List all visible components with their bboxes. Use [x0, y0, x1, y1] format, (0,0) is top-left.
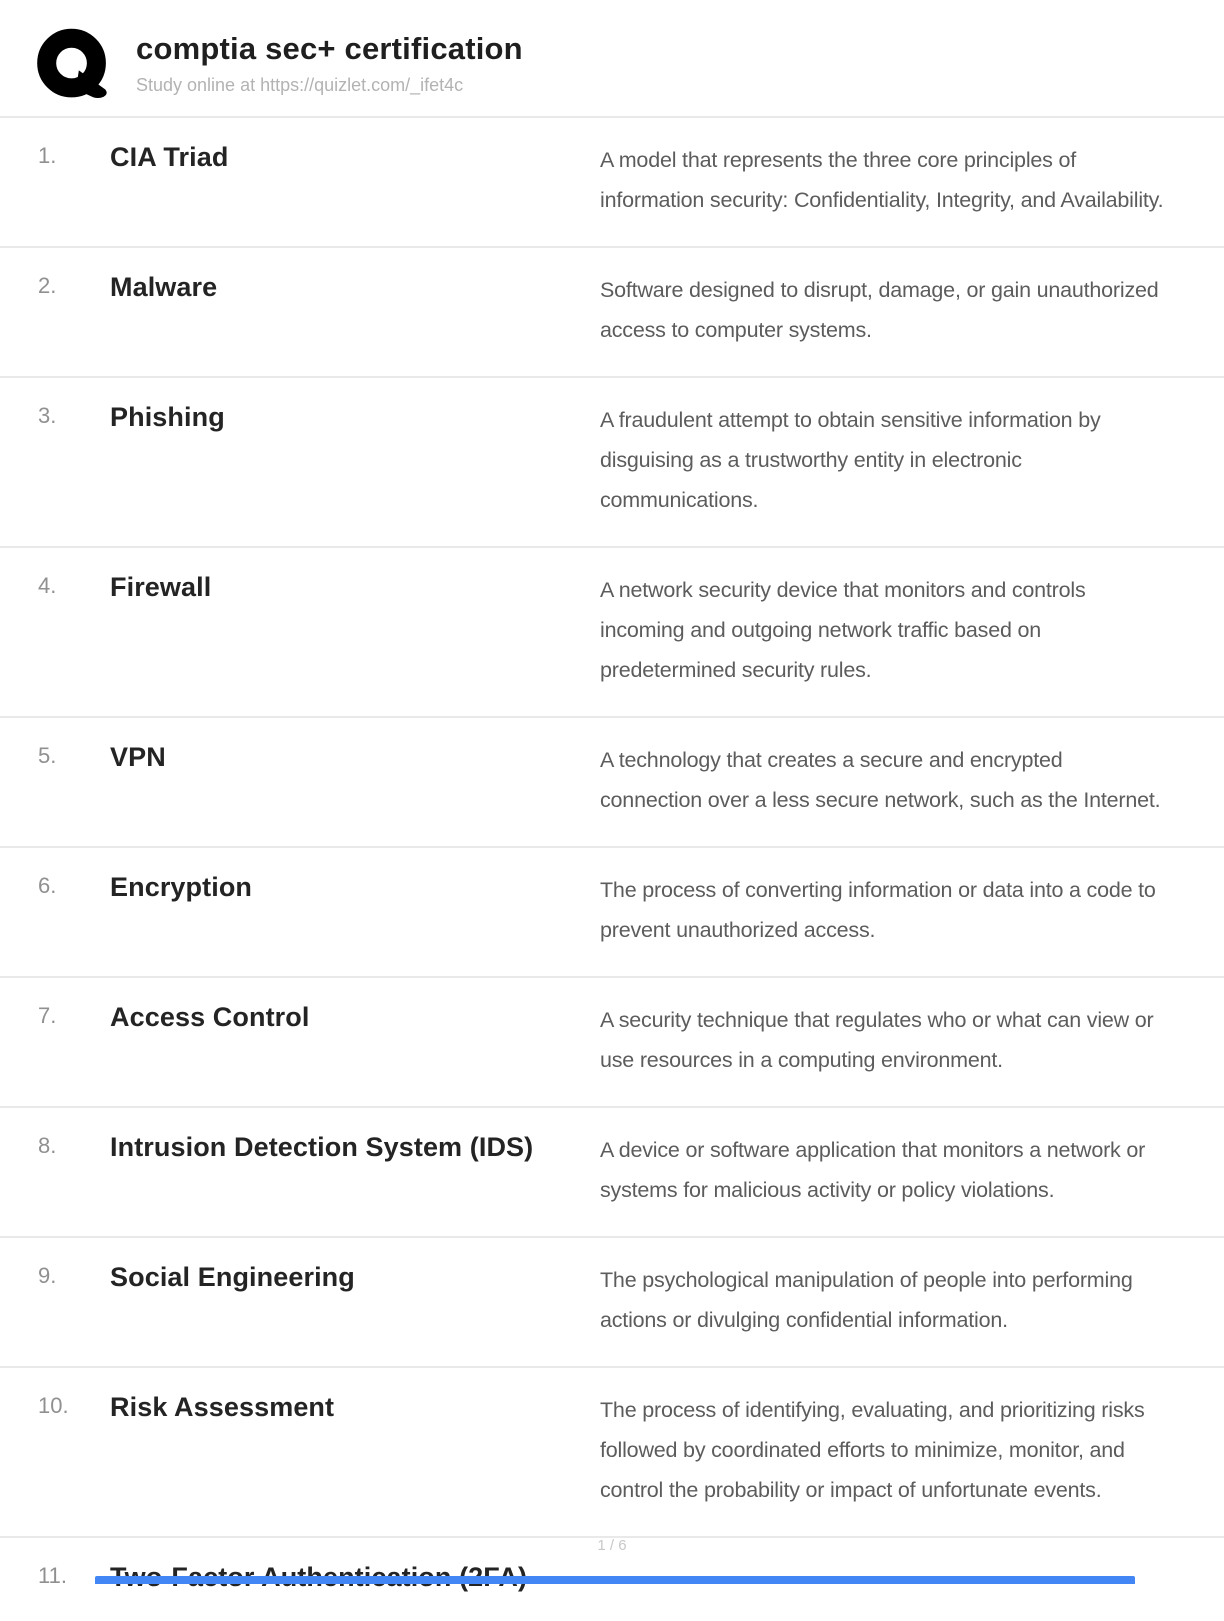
term-definition: A security technique that regulates who or what can view or use resources in a computing environment.	[600, 1008, 1154, 1072]
term-row	[0, 1368, 1224, 1536]
term-row	[0, 548, 1224, 716]
term-row	[0, 848, 1224, 976]
term-title: Social Engineering	[110, 1262, 355, 1292]
term-title: Firewall	[110, 572, 212, 602]
header-text	[136, 28, 523, 96]
term-definition: The psychological manipulation of people into performing actions or divulging confidential information.	[600, 1268, 1133, 1332]
term-row	[0, 978, 1224, 1106]
term-title: CIA Triad	[110, 142, 229, 172]
term-definition: A model that represents the three core principles of information security: Confidentiality, Integrity, and Availability.	[600, 148, 1164, 212]
page-number: 1 / 6	[597, 1537, 627, 1554]
term-row	[0, 718, 1224, 846]
term-list	[0, 118, 1224, 1621]
term-row	[0, 378, 1224, 546]
bottom-accent-bar	[95, 1576, 1135, 1584]
term-title: Phishing	[110, 402, 225, 432]
term-definition: A technology that creates a secure and encrypted connection over a less secure network, such as the Internet.	[600, 748, 1161, 812]
term-row	[0, 118, 1224, 246]
term-row	[0, 248, 1224, 376]
term-number: 10.	[38, 1393, 69, 1418]
term-number: 8.	[38, 1133, 57, 1158]
term-definition: The process of converting information or data into a code to prevent unauthorized access.	[600, 878, 1156, 942]
study-online-link[interactable]: Study online at https://quizlet.com/_ifet4c	[136, 74, 464, 95]
term-number: 2.	[38, 273, 57, 298]
term-number: 4.	[38, 573, 57, 598]
term-row	[0, 1108, 1224, 1236]
term-number: 1.	[38, 143, 57, 168]
page-title: comptia sec+ certification	[136, 31, 523, 66]
term-title: Access Control	[110, 1002, 310, 1032]
term-definition: A network security device that monitors and controls incoming and outgoing network traffic based on predetermined security rules.	[600, 578, 1086, 682]
term-number: 6.	[38, 873, 57, 898]
term-title: Intrusion Detection System (IDS)	[110, 1132, 534, 1162]
term-row	[0, 1238, 1224, 1366]
term-title: Risk Assessment	[110, 1392, 335, 1422]
page-header	[0, 0, 1224, 116]
term-title: VPN	[110, 742, 166, 772]
term-number: 7.	[38, 1003, 57, 1028]
term-definition: A device or software application that monitors a network or systems for malicious activity or policy violations.	[600, 1138, 1146, 1202]
term-number: 11.	[38, 1563, 67, 1588]
term-number: 5.	[38, 743, 57, 768]
term-number: 9.	[38, 1263, 57, 1288]
term-number: 3.	[38, 403, 57, 428]
term-definition: Software designed to disrupt, damage, or gain unauthorized access to computer systems.	[600, 278, 1159, 342]
term-definition: The process of identifying, evaluating, and prioritizing risks followed by coordinated efforts to minimize, monitor, and control the probability or impact of unfortunate events.	[600, 1398, 1145, 1502]
term-title: Malware	[110, 272, 218, 302]
term-title: Encryption	[110, 872, 253, 902]
term-definition: A fraudulent attempt to obtain sensitive information by disguising as a trustworthy entity in electronic communications.	[600, 408, 1101, 512]
quizlet-q-logo	[36, 28, 110, 104]
